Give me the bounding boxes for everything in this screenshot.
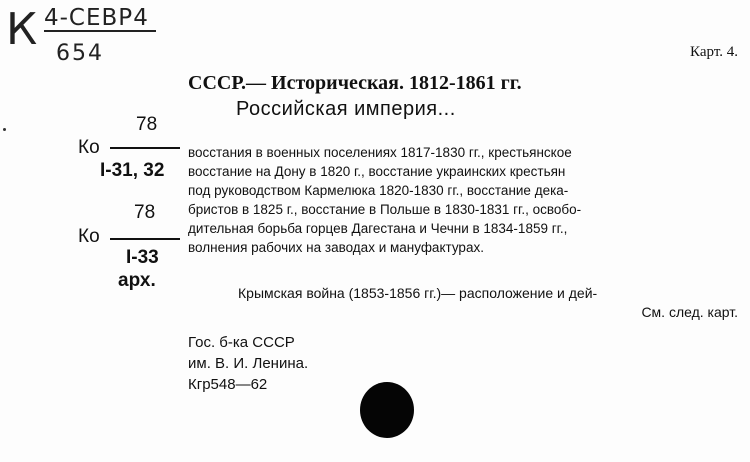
description-line: дительная борьба горцев Дагестана и Чечни в 1834-1859 гг.,: [188, 221, 568, 236]
speck-mark: [3, 128, 6, 131]
punch-hole: [360, 382, 414, 438]
card-subtitle: Российская империя...: [236, 98, 456, 120]
shelfmark-1-prefix: Ко: [78, 137, 100, 158]
shelfmark-1-numerator: 78: [136, 114, 158, 135]
card-description: [188, 143, 738, 257]
handwritten-code-text: 4-СЕВР: [44, 5, 134, 31]
handwritten-code-suffix: 4: [133, 5, 149, 31]
description-line: волнения рабочих на заводах и мануфактурах.: [188, 240, 484, 255]
description-line: восстания в военных поселениях 1817-1830 гг., крестьянское: [188, 145, 572, 160]
library-line-1: Гос. б-ка СССР: [188, 334, 295, 351]
library-line-2: им. В. И. Ленина.: [188, 355, 309, 372]
shelfmark-2-archive: арх.: [118, 270, 156, 291]
handwritten-letter: К: [6, 4, 38, 55]
handwritten-number: 654: [56, 41, 104, 66]
library-line-3: Кгр548—62: [188, 376, 268, 393]
description-line: бристов в 1825 г., восстание в Польше в 1830-1831 гг., освобо-: [188, 202, 582, 217]
see-next-card: См. след. карт.: [641, 304, 738, 320]
crimean-war-line: Крымская война (1853-1856 гг.)— расположение и дей-: [238, 285, 598, 301]
description-line: под руководством Кармелюка 1820-1830 гг., восстание дека-: [188, 183, 569, 198]
shelfmark-1-fraction-line: [110, 147, 180, 149]
description-line: восстание на Дону в 1820 г., восстание украинских крестьян: [188, 164, 566, 179]
shelfmark-2-denominator: I-33: [126, 247, 159, 268]
shelfmark-2-fraction-line: [110, 238, 180, 240]
shelfmark-1-denominator: I-31, 32: [100, 160, 165, 181]
shelfmark-2-numerator: 78: [134, 202, 156, 223]
handwritten-code: [44, 6, 156, 32]
shelfmark-2-prefix: Ко: [78, 226, 100, 247]
library-imprint: [188, 332, 308, 395]
card-number: Карт. 4.: [690, 44, 738, 60]
card-title: СССР.— Историческая. 1812-1861 гг.: [188, 72, 522, 94]
